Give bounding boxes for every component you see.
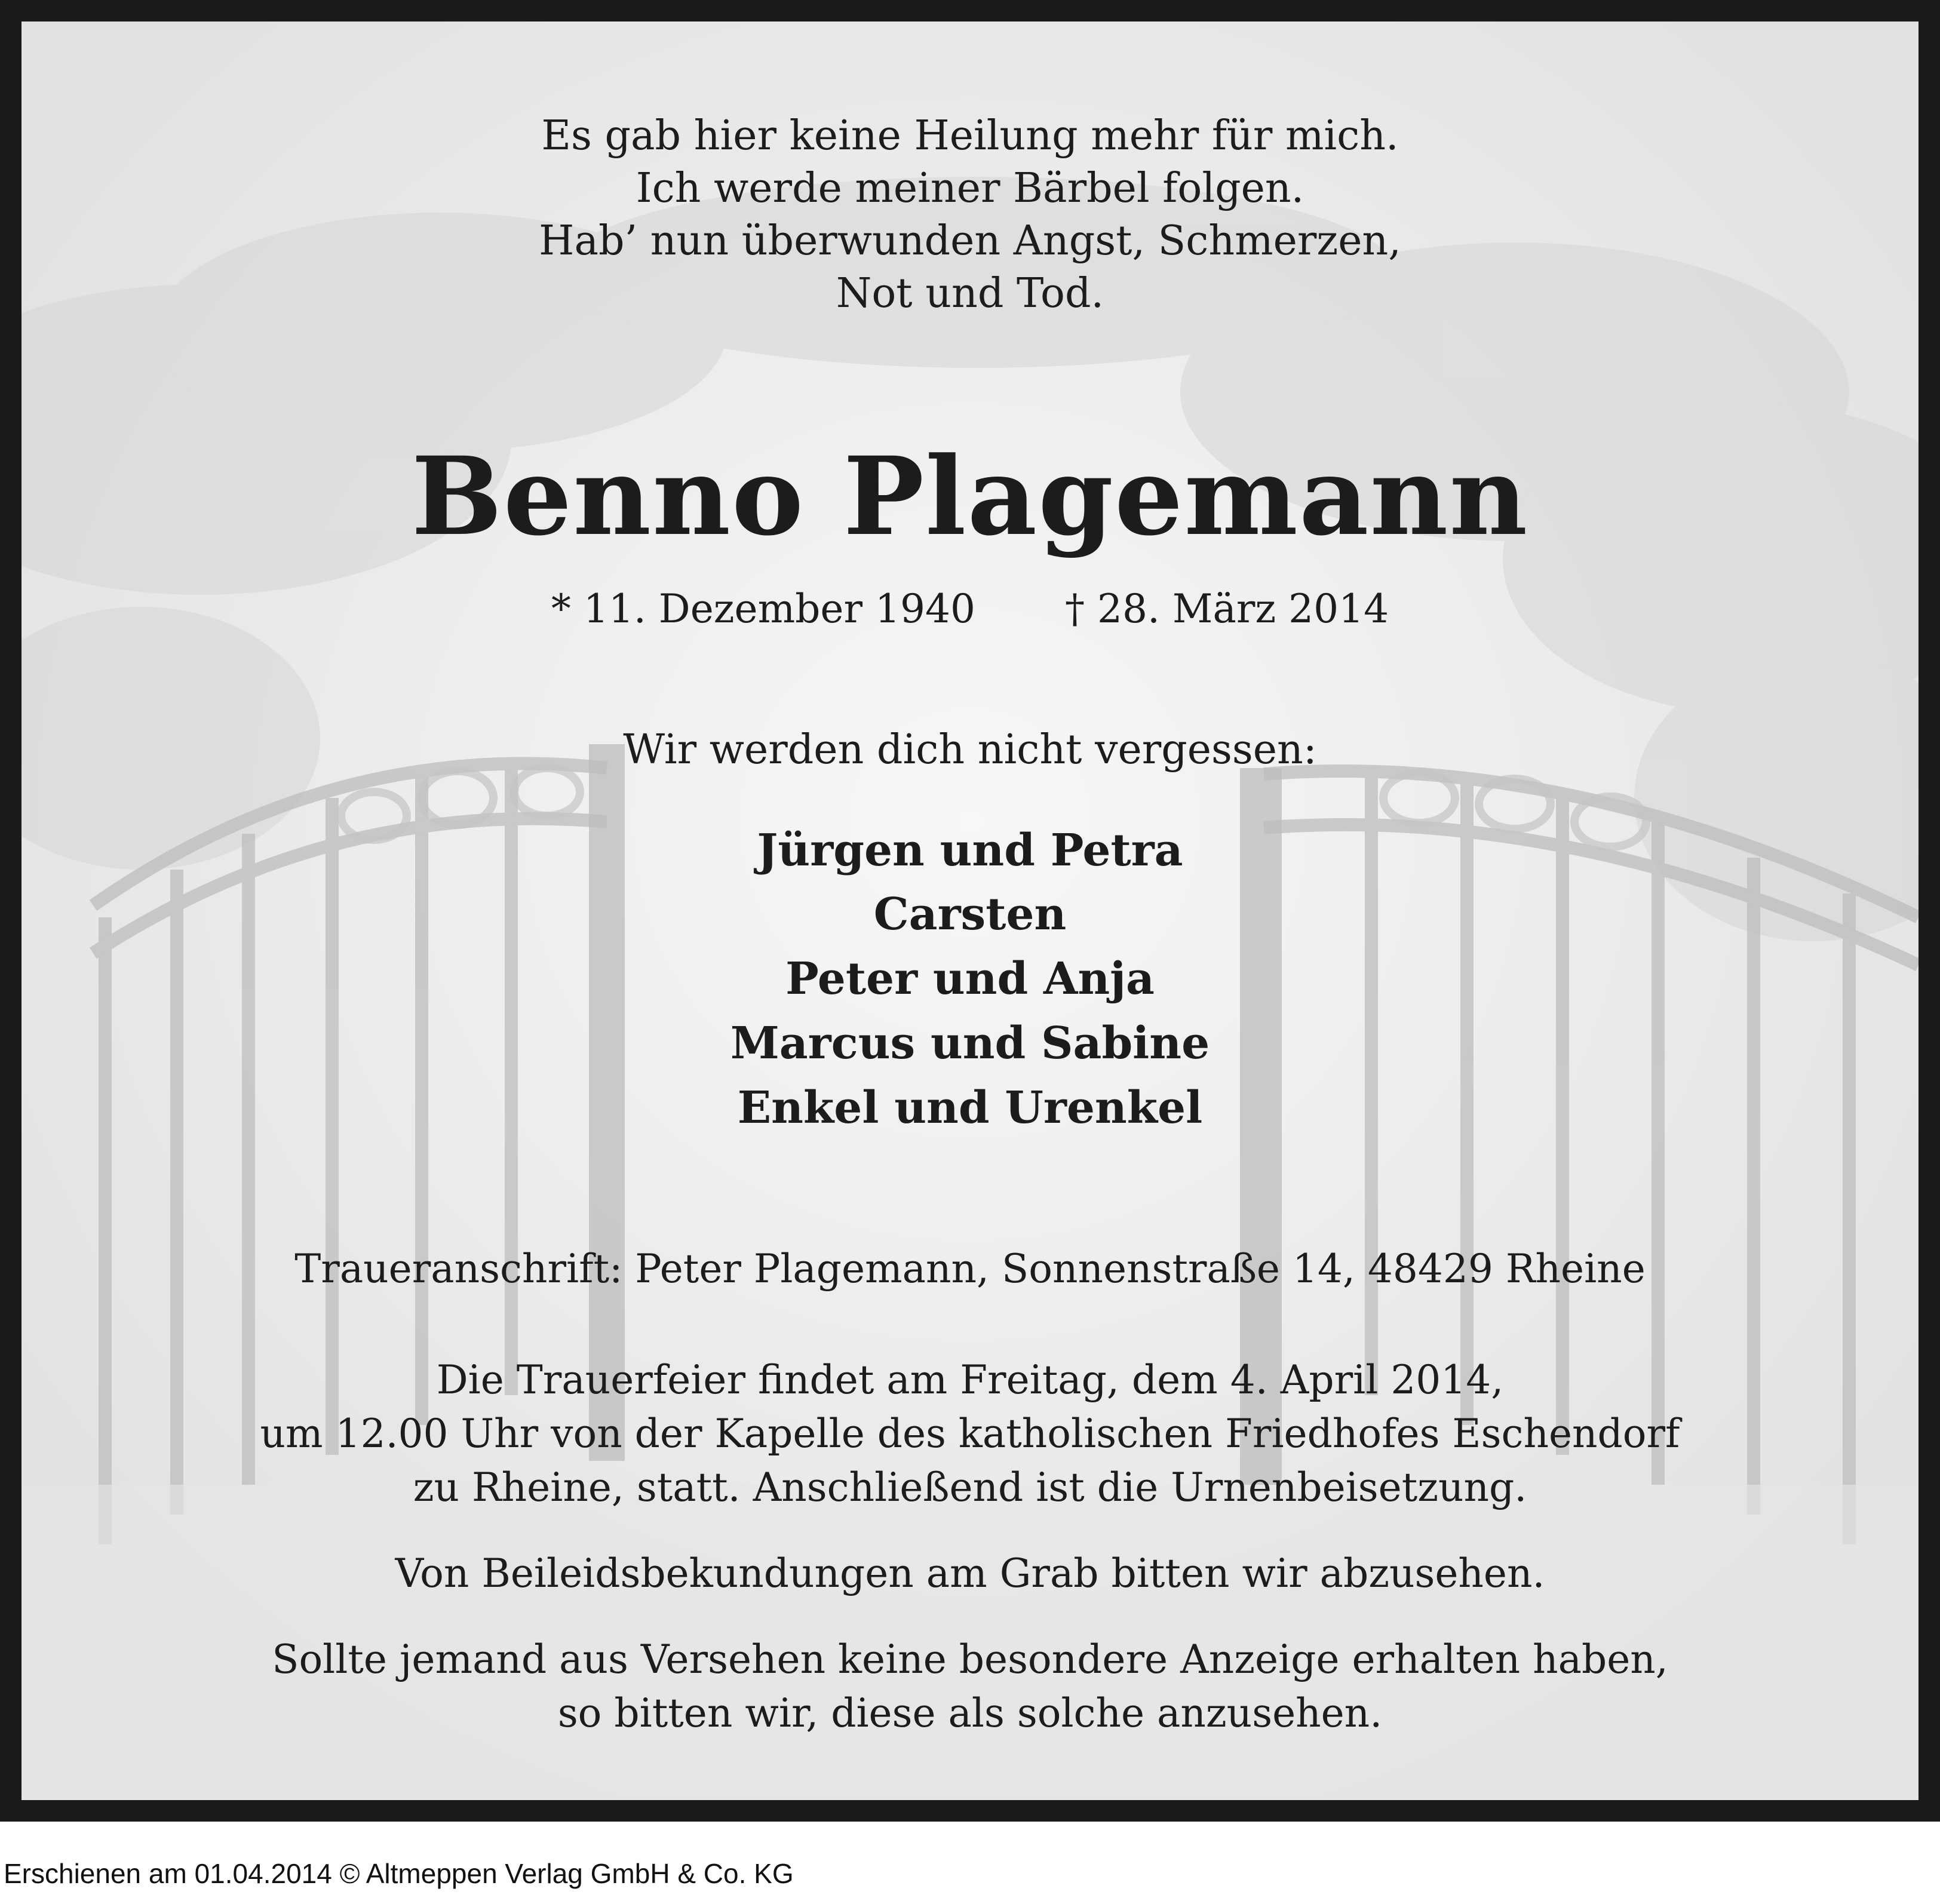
family-member: Jürgen und Petra bbox=[757, 825, 1183, 876]
poem-line: Ich werde meiner Bärbel folgen. bbox=[636, 165, 1304, 212]
ceremony-line: zu Rheine, statt. Anschließend ist die Urnenbeisetzung. bbox=[413, 1464, 1527, 1510]
poem-line: Hab’ nun überwunden Angst, Schmerzen, bbox=[539, 217, 1401, 265]
family-member: Marcus und Sabine bbox=[730, 1018, 1210, 1069]
publication-footer: Erschienen am 01.04.2014 © Altmeppen Verlag GmbH & Co. KG bbox=[4, 1858, 794, 1889]
mourning-address: Traueranschrift: Peter Plagemann, Sonnenstraße 14, 48429 Rheine bbox=[294, 1246, 1646, 1292]
notice-line: Sollte jemand aus Versehen keine besondere Anzeige erhalten haben, bbox=[272, 1636, 1668, 1682]
poem-line: Es gab hier keine Heilung mehr für mich. bbox=[541, 112, 1399, 159]
birth-date: * 11. Dezember 1940 bbox=[551, 586, 975, 632]
ceremony-line: um 12.00 Uhr von der Kapelle des katholischen Friedhofes Eschendorf bbox=[260, 1411, 1680, 1457]
ceremony-line: Die Trauerfeier findet am Freitag, dem 4. April 2014, bbox=[436, 1357, 1504, 1403]
notice-line: so bitten wir, diese als solche anzusehen. bbox=[557, 1690, 1383, 1736]
remembrance-intro: Wir werden dich nicht vergessen: bbox=[623, 726, 1317, 773]
family-member: Peter und Anja bbox=[785, 953, 1155, 1005]
family-member: Carsten bbox=[873, 889, 1067, 940]
family-member: Enkel und Urenkel bbox=[737, 1082, 1203, 1134]
life-dates bbox=[22, 586, 1918, 632]
obituary-panel bbox=[22, 22, 1918, 1800]
condolence-note: Von Beileidsbekundungen am Grab bitten wir abzusehen. bbox=[395, 1550, 1545, 1596]
deceased-name: Benno Plagemann bbox=[411, 434, 1529, 560]
poem-line: Not und Tod. bbox=[836, 270, 1104, 317]
death-date: † 28. März 2014 bbox=[1065, 586, 1389, 632]
